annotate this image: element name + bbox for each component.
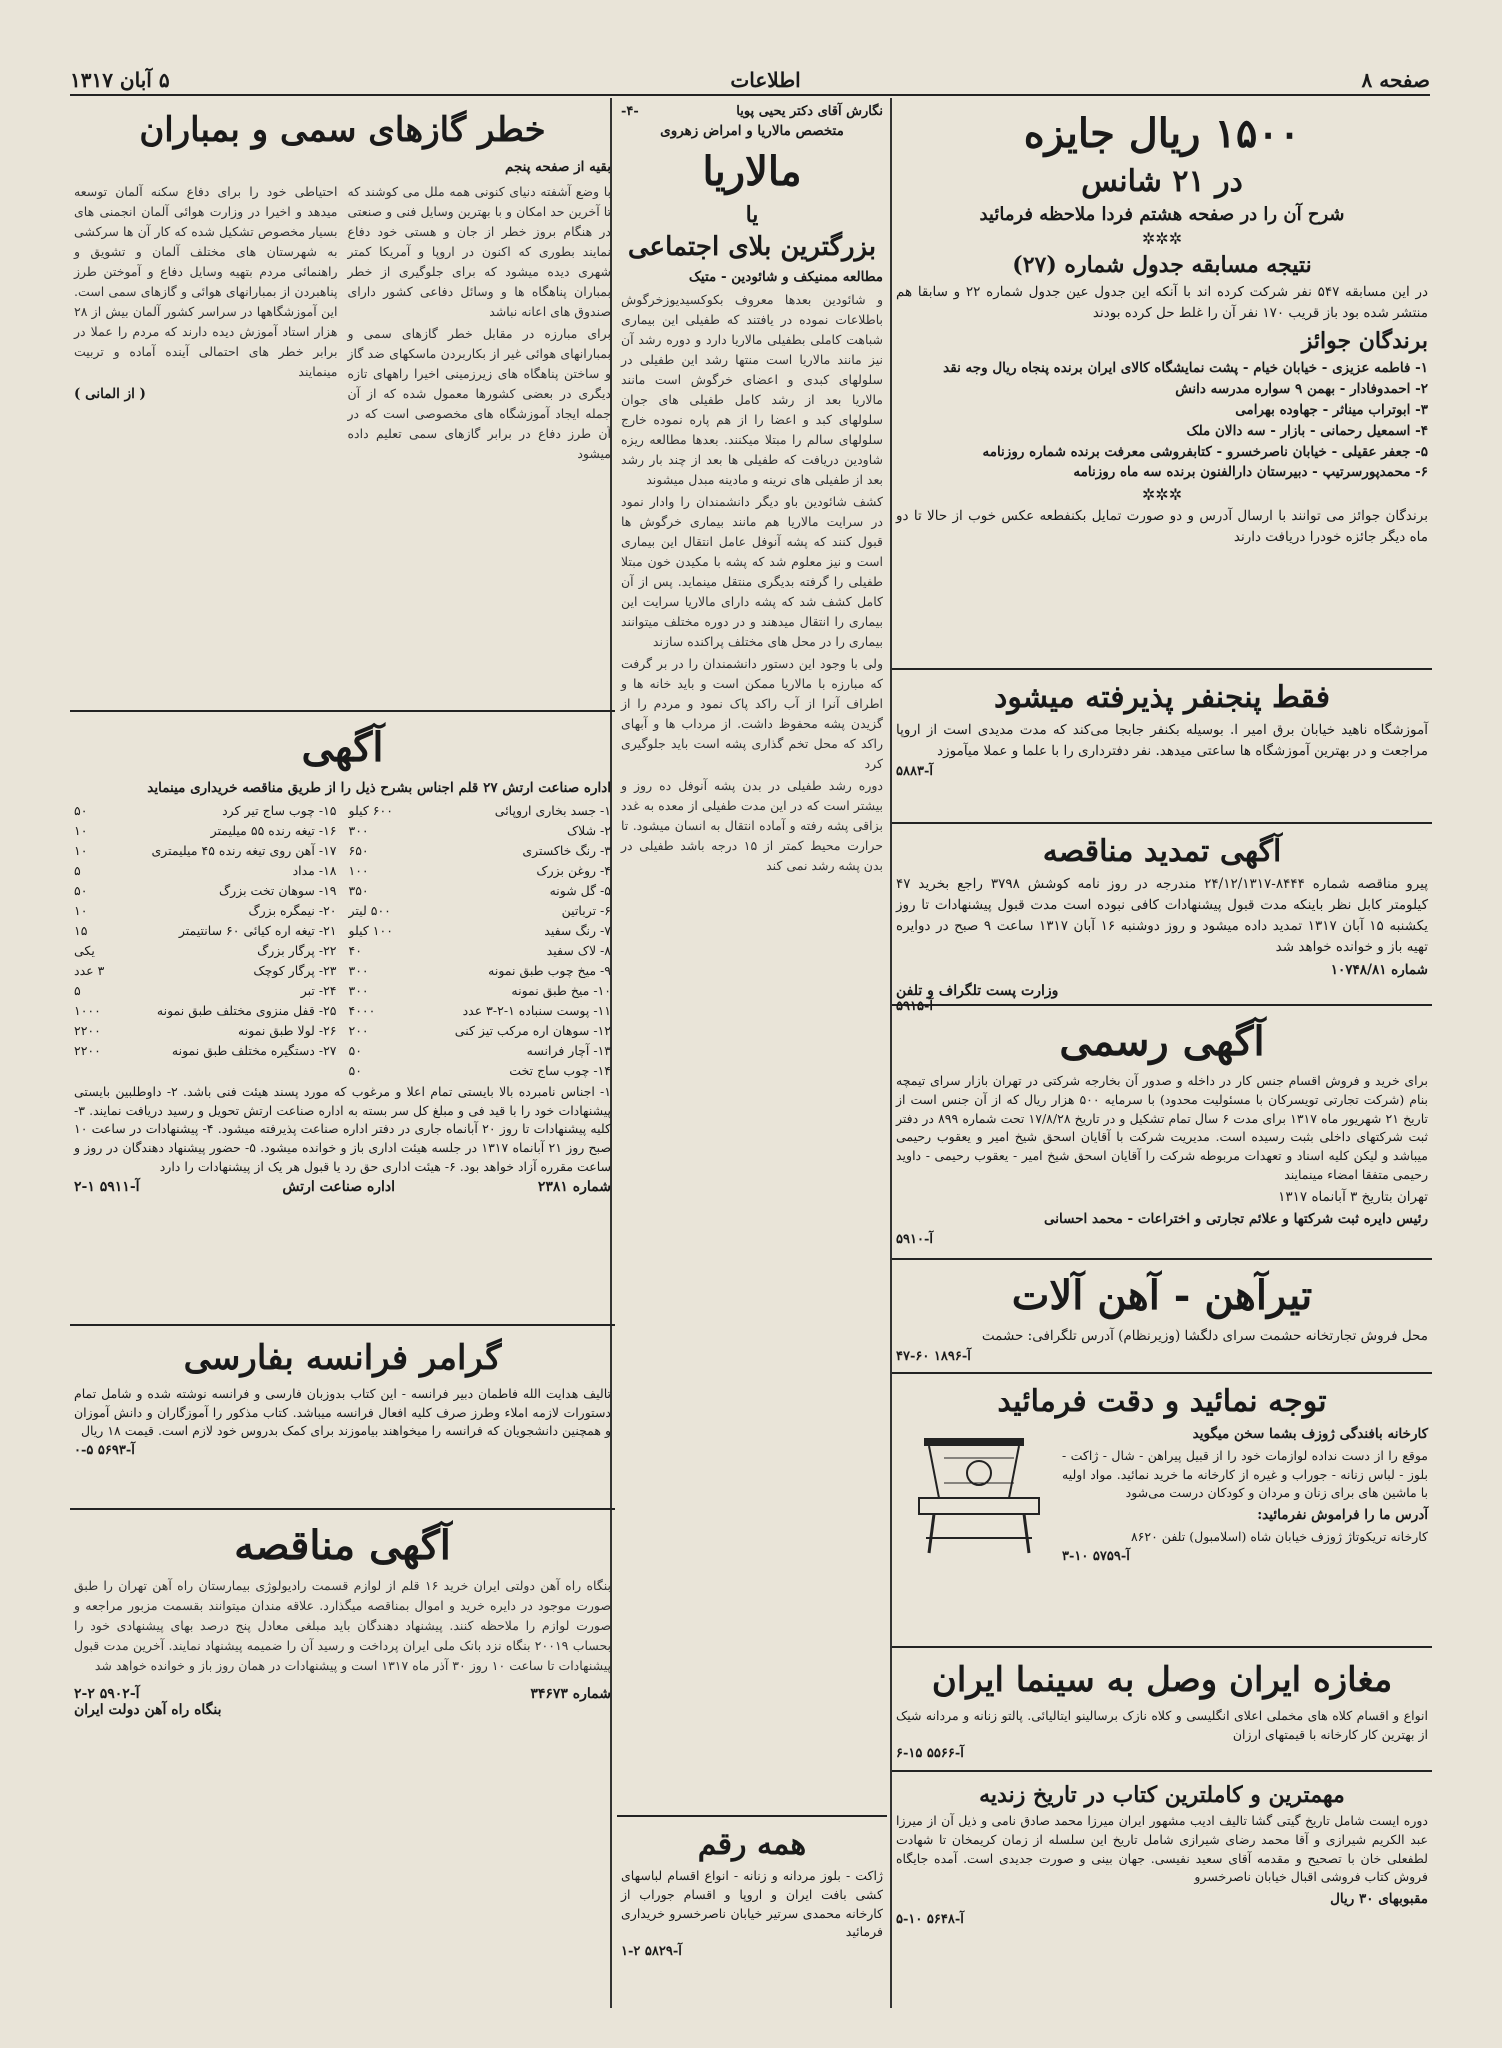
winner-item: ۶- محمدپورسرتیپ - دبیرستان دارالفنون برنده سه ماه روزنامه [1073,464,1428,481]
arms-item-name: ۵- گل شونه [549,882,611,898]
shop-code: آ-۵۵۶۶ ۱۵-۶ [896,1746,964,1762]
arms-item [349,1061,612,1081]
prize-line: شرح آن را در صفحه هشتم فردا ملاحظه فرمائید [979,204,1345,225]
arms-item [74,1041,337,1061]
rail-tender-ad [70,1510,615,2012]
clothing-body: ژاکت - بلوز مردانه و زنانه - انواع اقسام لباسهای کشی بافت ایران و اروپا و اقسام جوراب از کارخانه محمدی سرتیر خیابان ناصرخسرو خریداری فرمائید [621,1868,883,1940]
arms-item [74,861,337,881]
arms-item-name: ۲۶- لولا طبق نمونه [238,1022,337,1038]
tender-title: آگهی مناقصه [234,1522,451,1569]
students-ad [892,670,1432,824]
arms-item-name: ۱- جسد بخاری اروپائی [494,802,611,818]
arms-item-qty: ۱۰ [74,902,88,918]
arms-item [74,961,337,981]
arms-item [349,841,612,861]
arms-item [74,901,337,921]
arms-item-qty: ۵۰ [74,802,88,818]
arms-item-name: ۲۷- دستگیره مختلف طبق نمونه [171,1042,337,1058]
arms-item [349,941,612,961]
arms-item-qty: یکی [74,942,95,958]
gas-body: احتیاطی خود را برای دفاع سکنه آلمان توسعه میدهد و اخیرا در وزارت هوائی آلمان انجمنی های بسیار مخصوص تشکیل شده که کار آن ها سرکشی به شهرستان های مختلف آلمان و تشویق و راهنمائی مردم بتهیه وسایل دفاع و آموختن طرز پناهبردن از بمبارانهای هوائی و گازهای سمی است. این آموزشگاهها در سراسر کشور آلمان بیش از ۲۸ هزار استاد آموزش دیده دارند که مردم را عملا در برابر خطر های احتمالی آینده آماده و تربیت مینمایند [74,183,338,379]
knit-address: کارخانه تریکوتاژ ژوزف خیابان شاه (اسلامبول) تلفن ۸۶۲۰ [1130,1529,1428,1545]
arms-item [349,921,612,941]
arms-item-name: ۱۵- چوب ساج تیر کرد [222,802,337,818]
gas-body: با وضع آشفته دنیای کنونی همه ملل می کوشند که تا آخرین حد امکان و با بهترین وسایل فنی و صنعتی در هنگام بروز خطر از جان و هستی خود دفاع نمایند بطوری که اکنون در اروپا و آمریکا کمتر شهری دیده میشود که برای جلوگیری از خطر بمباران پناهگاه ها و وسائل دفاعی کشور دارای صندوق های اعانه نباشد [347,183,611,319]
official-body: برای خرید و فروش اقسام جنس کار در داخله و صدور آن بخارجه شرکتی در تهران بازار سرای تیمچه بنام (شرکت تجارتی تویسرکان با مسئولیت محدود) با سرمایه ۵۰۰ هزار ریال که از آن جنس است از تاریخ ۲۱ شهریور ماه ۱۳۱۷ برای مدت ۶ سال تمام تشکیل و در تاریخ ۱۷/۸/۲۸ تحت شماره ۸۹۹ در دفتر ثبت شرکتهای داخلی بثبت رسیده است. مدیریت شرکت با آقایان اسحق شیخ امیر و یعقوب رحیمی میباشد و لیکن کلیه اسناد و تعهدات مربوطه شرکت را آقایان اسحق شیخ امیر - یعقوب رحیمی - داوید رحیمی متفقا امضاء مینمایند [896,1073,1429,1182]
arms-item-name: ۱۰- میخ طبق نمونه [511,982,611,998]
arms-item-qty: ۲۲۰۰ [74,1022,101,1038]
winners-list [896,358,1428,484]
iron-title: تیرآهن - آهن آلات [1011,1272,1313,1319]
malaria-body: و شائودین بعدها معروف بکوکسیدیوزخرگوش باطلاعات نموده در یافتند که طفیلی این بیماری شباهت کاملی بطفیلی مالاریا دارد و دوره رشد آن نیز مانند مالاریا است منتها رشد این طفیلی در سلولهای کبدی و اعضای خرگوش است مانند مالاریا بعد از رشد کامل طفیلی های جوان سلولهای کبد و اعضا را از هم پاره نموده خارج سلولهای سالم را مبتلا میکنند. بعدها مطالعه ریزه شاودین دریافت که طفیلی ها بعد از چند بار رشد بعد از طفیلی های نرینه و مادینه مبدل میشوند [621,292,883,488]
official-code: آ-۵۹۱۰ [896,1232,933,1248]
knit-code: آ-۵۷۵۹ ۱۰-۳ [1062,1548,1130,1564]
arms-item-qty: ۳۰۰ [348,982,369,998]
malaria-num: -۴- [621,104,639,119]
book-body: دوره ایست شامل تاریخ گیتی گشا تالیف ادیب مشهور ایران میرزا محمد صادق نامی و ذیل آن از میرزا عبد الکریم شیرازی و آقا محمد رضای شیرازی شامل تاریخ این سلسله از زمان کریمخان تا شهادت لطفعلی خان با تصحیح و مقدمه آقای سعید نفیسی. جهان بینی و صورت جدیدی است. آمده جایگاه فروش کتاب فروشی اقبال خیابان ناصرخسرو [896,1813,1428,1885]
students-title: فقط پنجنفر پذیرفته میشود [993,680,1331,715]
tender-extension-ad [892,824,1432,1014]
arms-item [74,921,337,941]
arms-item-qty: ۳ عدد [74,962,105,978]
arms-title: آگهی [301,724,384,771]
arms-tender-ad [70,712,615,1326]
arms-item [349,1001,612,1021]
grammar-body: تالیف هدایت الله فاطمان دبیر فرانسه - این کتاب بدوزبان فارسی و فرانسه نوشته شده و شامل تمام دستورات لازمه املاء وطرز صرف کلیه افعال فرانسه میباشد. کتاب مذکور را آموزگاران و دانش آموزان و همچنین دانشجویان که فرانسه را میخواهند بیاموزند برای کمک بدروس خود لازم است. قیمت ۱۸ ریال [74,1385,611,1439]
arms-item-name: ۱۸- مداد [292,862,337,878]
winner-item: ۴- اسمعیل رحمانی - بازار - سه دالان ملک [1186,422,1428,439]
arms-item [74,801,337,821]
arms-item [74,841,337,861]
shop-title: مغازه ایران وصل به سینما ایران [931,1660,1393,1700]
knit-address-title: آدرس ما را فراموش نفرمائید: [1257,1507,1428,1524]
arms-terms: ۱- اجناس نامبرده بالا بایستی تمام اعلا و مرغوب که مورد پسند هیئت فنی باشد. ۲- داوطلبین بایستی پیشنهادات خود را با قید فی و مبلغ کل سر بسته به اداره صناعت ارتش تحویل و رسید دریافت نمایند. ۳- کلیه پیشنهادات تا روز ۲۰ آبانماه جاری در دفتر اداره صناعت پذیرفته میشود. ۴- پیشنهادات در ساعت ۱۰ صبح روز ۲۱ آبانماه ۱۳۱۷ در جلسه هیئت اداری باز و خوانده میشود. ۵- حضور پیشنهاد دهندگان در روز و ساعت مقرره آزاد خواهد بود. ۶- هیئت اداری حق رد یا قبول هر یک از پیشنهادات را دارد [74,1083,612,1174]
arms-item-qty: ۱۰ [74,842,88,858]
middle-column [617,98,887,2008]
book-ad [892,1772,1432,1934]
grammar-ad [70,1326,615,1510]
arms-item-name: ۸- لاک سفید [546,942,611,958]
grammar-code: آ-۵۶۹۳ ۵-۰ [74,1443,135,1459]
prize-title: ۱۵۰۰ ریال جایزه [1023,110,1301,157]
arms-item [74,1021,337,1041]
iron-body: محل فروش تجارتخانه حشمت سرای دلگشا (وزیرنظام) آدرس تلگرافی: حشمت [981,1328,1428,1344]
clothing-title: همه رقم [697,1827,807,1862]
stars-ornament: ✲✲✲ [1141,485,1183,505]
arms-item [74,941,337,961]
arms-item-qty: ۵۰ [348,1042,362,1058]
arms-item-qty: ۱۰۰ [348,862,369,878]
malaria-section: مطالعه ممنیکف و شائودین - متیک [688,269,883,286]
winner-item: ۱- فاطمه عزیزی - خیابان خیام - پشت نمایشگاه کالای ایران برنده پنجاه ریال وجه نقد [943,359,1428,376]
iron-ad [892,1260,1432,1374]
arms-item-name: ۱۱- پوست سنباده ۱-۲-۳ عدد [462,1002,611,1018]
arms-item-name: ۲۴- تبر [300,982,337,998]
tender-num: شماره ۳۴۶۷۳ [530,1686,611,1702]
clothing-code: آ-۵۸۲۹ ۲-۱ [621,1944,682,1959]
arms-code: آ-۵۹۱۱ ۱-۲ [74,1178,140,1195]
issue-date: ۵ آبان ۱۳۱۷ [70,68,170,92]
arms-item [74,821,337,841]
malaria-spec: متخصص مالاریا و امراض زهروی [660,123,844,139]
knitting-machine-icon [904,1428,1054,1558]
knitting-ad [892,1374,1432,1648]
arms-item-name: ۶- ترباتین [561,902,611,918]
tender-ext-body: پیرو مناقصه شماره ۸۴۴۴-۲۴/۱۲/۱۳۱۷ مندرجه در روز نامه کوشش ۳۷۹۸ راجع بخرید ۴۷ کیلومتر کابل نظر باینکه مدت قبول پیشنهادات کافی نبوده است مدت قبول پیشنهادات تا روز یکشنبه ۱۵ آبان ۱۳۱۷ تمدید داده میشود و روز دوشنبه ۱۶ آبان ۱۳۱۷ ساعت ۹ صبح در دوایره تهیه باز و خوانده خواهد شد [896,876,1428,955]
book-title: مهمترین و کاملترین کتاب در تاریخ زندیه [979,1782,1345,1808]
malaria-body: ولی با وجود این دستور دانشمندان را در بر گرفت که مبارزه با مالاریا ممکن است و باید خانه ها و اطراف آنرا از آب راکد پاک نمود و مردم را از گزیدن پشه محفوظ داشت. از مرداب ها و آبهای راکد که محل تخم گذاری پشه است باید جلوگیری کرد [621,656,883,772]
arms-item-name: ۲- شلاک [566,822,611,838]
tender-code: آ-۵۹۰۲ ۲-۲ [74,1686,140,1702]
malaria-ya: یا [745,201,759,228]
arms-item-qty: ۱۰ [74,822,88,838]
arms-item [349,821,612,841]
malaria-subtitle: بزرگترین بلای اجتماعی [627,231,877,262]
malaria-body: دوره رشد طفیلی در بدن پشه آنوفل ده روز و بیشتر است که در این مدت طفیلی از معده به غدد بزاقی پشه رفته و آماده انتقال به انسان میشود. تا حرارت محیط کمتر از ۱۵ درجه باشد طفیلی در بدن پشه رشد نمی کند [621,778,883,874]
gas-body: برای مبارزه در مقابل خطر گازهای سمی و بمبارانهای هوائی غیر از بکاربردن ماسکهای ضد گاز و ساختن پناهگاه های زیرزمینی اخیرا راههای تازه دیگری در بعضی کشورها معمول شده که از آن جمله ایجاد آموزشگاه های مخصوصی است که در آن طرز دفاع در برابر گازهای سمی تعلیم داده میشود [347,325,611,461]
arms-item-qty: ۶۵۰ [348,842,369,858]
official-ad [892,1006,1432,1260]
arms-item-qty: ۲۲۰۰ [74,1042,101,1058]
winners-title: برندگان جوائز [1301,327,1428,354]
arms-item-name: ۳- رنگ خاکستری [522,842,611,858]
arms-item [349,861,612,881]
arms-item [349,961,612,981]
right-column [892,98,1432,2008]
malaria-title: مالاریا [702,147,802,195]
arms-item-name: ۹- میخ چوب طبق نمونه [488,962,611,978]
arms-item-qty: ۵ [74,982,81,998]
arms-intro: اداره صناعت ارتش ۲۷ قلم اجناس بشرح ذیل را از طریق مناقصه خریداری مینماید [147,780,611,796]
left-column [70,98,615,2008]
tender-sig: بنگاه راه آهن دولت ایران [74,1702,222,1718]
arms-item [349,901,612,921]
arms-item-qty: ۲۰۰ [348,1022,369,1038]
arms-item [74,1001,337,1021]
arms-item [349,1021,612,1041]
arms-item-qty: ۵۰۰ لیتر [348,902,391,918]
arms-item [349,1041,612,1061]
prize-body: در این مسابقه ۵۴۷ نفر شرکت کرده اند با آنکه این جدول عین جدول شماره ۲۲ و سابقا هم منتشر شده بود باز قریب ۱۷۰ نفر آن را غلط حل کرده بودند [896,284,1429,321]
iron-code: آ-۱۸۹۶ ۶۰-۴۷ [896,1348,971,1364]
book-price: مقبوبهای ۳۰ ریال [1330,1891,1428,1907]
arms-item-qty: ۶۰۰ کیلو [348,802,393,818]
arms-item-qty: ۵۰ [74,882,88,898]
prize-ad [892,98,1432,670]
official-date: تهران بتاریخ ۳ آبانماه ۱۳۱۷ [1278,1188,1428,1205]
arms-item-qty: ۴۰۰۰ [348,1002,376,1018]
gas-article [70,98,615,712]
arms-item-name: ۱۶- تیغه رنده ۵۵ میلیمتر [210,822,337,838]
page-header [70,66,1430,96]
arms-item [74,881,337,901]
paper-name: اطلاعات [730,68,801,92]
arms-item-qty: ۴۰ [348,942,362,958]
arms-items [74,801,611,1081]
malaria-body: کشف شائودین باو دیگر دانشمندان را وادار نمود در سرایت مالاریا هم مانند بیماری خرگوش ها قبول کنند که پشه آنوفل عامل انتقال این بیماری است و نیز معلوم شد که پشه با مکیدن خون مبتلا طفیلی را گرفته بدیگری منتقل مینماید. پس از آن کامل کشف شد که پشه دارای مالاریا سرایت این بیماری را انتقال میدهند و در دوره مختلف میتوانند بیماری را در محل های مختلف پراکنده سازند [621,494,883,650]
tender-body: بنگاه راه آهن دولتی ایران خرید ۱۶ قلم از لوازم قسمت راديولوژی بیمارستان راه آهن تهران را طبق صورت موجود در دایره خرید و اموال بمناقصه میگذارد. علاقه مندان میتوانند بقسمت مزبور مراجعه و صورت لوازم را ملاحظه کنند. پیشنهاد دهندگان باید مبلغی معادل پنج درصد بهای پیشنهادی خود را بحساب ۲۰۰۱۹ بنگاه نزد بانک ملی ایران پرداخت و رسید آن را ضمیمه پیشنهاد نمایند. آخرین مدت قبول پیشنهادات تا ساعت ۱۰ روز ۳۰ آذر ماه ۱۳۱۷ است و پیشنهادات در همان روز باز و خوانده خواهد شد [74,1578,612,1673]
gas-title: خطر گازهای سمی و بمباران [139,110,546,150]
arms-item-name: ۲۲- پرگار بزرگ [257,942,337,958]
winner-item: ۵- جعفر عقیلی - خیابان ناصرخسرو - کتابفروشی معرفت برنده شماره روزنامه [982,443,1428,460]
winner-item: ۳- ابوتراب میناثر - جهاوده بهرامی [1235,401,1428,418]
gas-end: ( از المانی ) [74,385,146,402]
prize-footer: برندگان جوائز می توانند با ارسال آدرس و دو صورت تمایل بکنفطعه عکس خوب از حالا تا دو ماه دیگر جائزه خودرا دریافت دارند [896,508,1428,546]
book-code: آ-۵۶۴۸ ۱۰-۵ [896,1911,964,1927]
grammar-title: گرامر فرانسه بفارسی [183,1338,502,1378]
arms-item-qty: ۱۵ [74,922,88,938]
arms-item-name: ۲۱- تیغه اره کیائی ۶۰ سانتیمتر [178,922,337,938]
winner-item: ۲- احمدوفادار - بهمن ۹ سواره مدرسه دانش [1175,380,1428,397]
arms-item [349,981,612,1001]
shop-body: انواع و اقسام کلاه های مخملی اعلای انگلیسی و کلاه نازک برسالینو ایتالیائی. پالتو زنانه و مردانه شیک از بهترین کار کارخانه با قیمتهای ارزان [896,1707,1428,1742]
gas-cont: بقیه از صفحه پنجم [504,158,611,175]
arms-item-name: ۱۳- آچار فرانسه [526,1042,611,1058]
arms-num: شماره ۲۳۸۱ [537,1178,611,1195]
official-sig: رئیس دایره ثبت شرکتها و علائم تجارتی و اختراعات - محمد احسانی [1044,1211,1428,1228]
arms-item-qty: ۱۰۰ کیلو [348,922,393,938]
arms-item-qty: ۵۰ [348,1062,362,1078]
arms-item [74,981,337,1001]
knit-sub: کارخانه بافندگی ژوزف بشما سخن میگوید [1192,1426,1428,1442]
arms-sig: اداره صناعت ارتش [282,1178,396,1195]
arms-item-name: ۱۷- آهن روی تیغه رنده ۴۵ میلیمتری [151,842,337,858]
arms-item-name: ۲۵- قفل منزوی مختلف طبق نمونه [156,1002,337,1018]
arms-item-name: ۱۴- چوب ساج تخت [509,1062,611,1078]
arms-item-name: ۲۰- نیمگره بزرگ [248,902,337,918]
students-code: آ-۵۸۸۳ [896,763,933,779]
arms-item-qty: ۳۰۰ [348,822,369,838]
arms-item-qty: ۱۰۰۰ [74,1002,101,1018]
stars-ornament: ✲✲✲ [1141,229,1183,248]
shop-ad [892,1648,1432,1772]
knit-title: توجه نمائید و دقت فرمائید [997,1384,1327,1419]
arms-item-qty: ۳۰۰ [348,962,369,978]
arms-item-name: ۱۲- سوهان اره مرکب تیز کنی [454,1022,611,1038]
malaria-article [617,98,887,1817]
clothing-ad [617,1817,887,1989]
prize-result: نتیجه مسابقه جدول شماره (۲۷) [1012,252,1312,278]
prize-sub: در ۲۱ شانس [1081,164,1243,199]
arms-item [349,801,612,821]
students-body: آموزشگاه ناهید خیابان برق امیر ا. بوسیله بکنفر جابجا می‌کند که مدت مدیدی است از اروپا مراجعت و در بهترین آموزشگاه ها ساعتی میدهد. نفر دفترداری را با علما و عملا میآموزد [896,722,1428,759]
tender-ext-num: شماره ۱۰۷۴۸/۸۱ [1330,961,1428,978]
tender-ext-code: آ-۵۹۱۵ [896,998,933,1014]
arms-item-qty: ۳۵۰ [348,882,369,898]
page-number: صفحه ۸ [1361,68,1430,92]
arms-item-name: ۷- رنگ سفید [544,922,611,938]
official-title: آگهی رسمی [1059,1018,1265,1065]
arms-item-name: ۲۳- پرگار کوچک [253,962,337,978]
tender-ext-title: آگهی تمدید مناقصه [1042,834,1282,869]
arms-item-name: ۱۹- سوهان تخت بزرگ [218,882,337,898]
arms-item-name: ۴- روغن بزرک [536,862,611,878]
arms-item-qty: ۵ [74,862,81,878]
malaria-byline: نگارش آقای دکتر یحیی پویا [736,104,883,119]
arms-item [349,881,612,901]
knit-body: موقع را از دست نداده لوازمات خود را از قبیل پیراهن - شال - ژاکت - بلوز - لباس زنانه - جوراب و غیره از کارخانه ما خرید نمائید. مواد اولیه با ماشین های برای زنان و مردان و کودکان درست می‌شود [1062,1447,1428,1501]
tender-ext-sig: وزارت پست تلگراف و تلفن [896,982,1059,999]
